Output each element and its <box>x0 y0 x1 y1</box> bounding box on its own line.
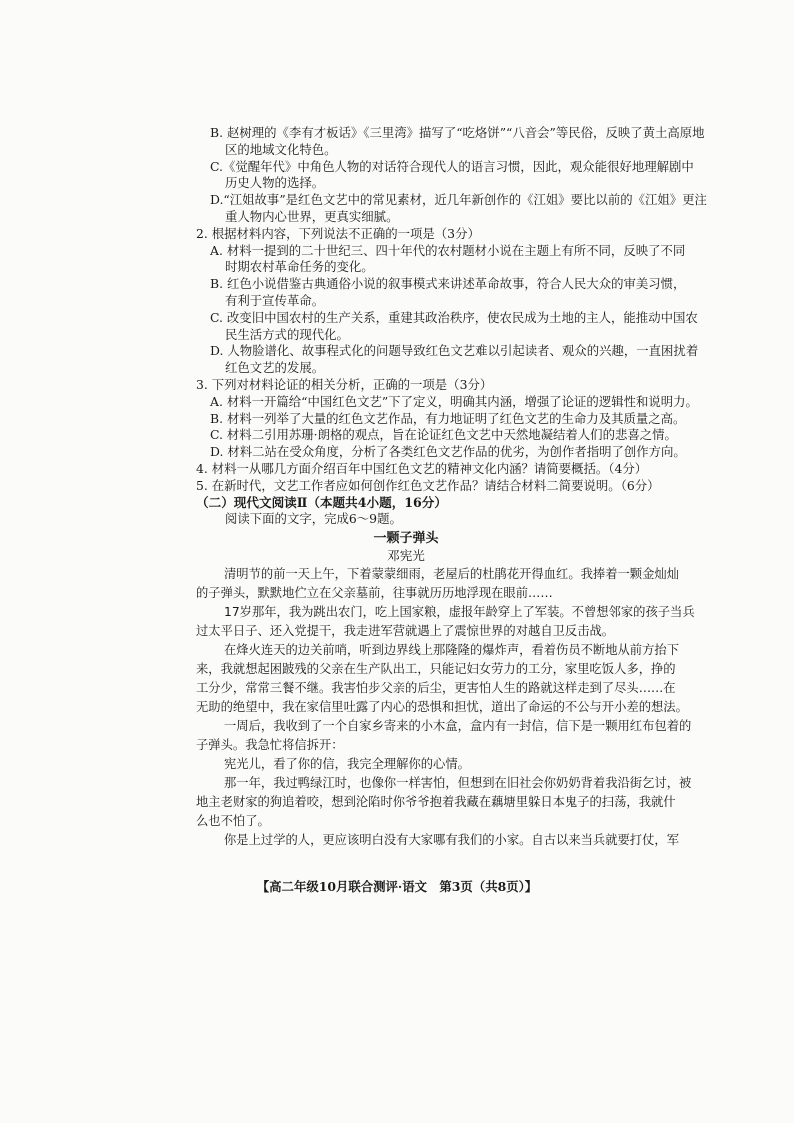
story-line: 无助的绝望中，我在家信里吐露了内心的恐惧和担忧，道出了命运的不公与开小差的想法。 <box>196 699 688 714</box>
story-line: 一周后，我收到了一个自家乡寄来的小木盒，盒内有一封信，信下是一颗用红布包着的 <box>224 718 692 733</box>
story-line: 来，我就想起困跛残的父亲在生产队出工，只能记妇女劳力的工分，家里吃饭人多，挣的 <box>196 661 676 676</box>
q3-option-d: D. 材料二站在受众角度，分析了各类红色文艺作品的优劣，为创作者指明了创作方向。 <box>210 444 686 460</box>
q2-option-a-line2: 时期农村革命任务的变化。 <box>225 259 374 275</box>
question-3-stem: 3. 下列对材料论证的相关分析，正确的一项是（3分） <box>196 376 493 392</box>
reading-instruction: 阅读下面的文字，完成6～9题。 <box>225 511 402 527</box>
q2-option-d-line1: D. 人物脸谱化、故事程式化的问题导致红色文艺难以引起读者、观众的兴趣，一直困扰着 <box>210 343 699 359</box>
q2-option-c-line1: C. 改变旧中国农村的生产关系，重建其政治秩序，使农民成为土地的主人，能推动中国农 <box>210 309 698 325</box>
q1-option-c-line2: 历史人物的选择。 <box>225 175 325 191</box>
q1-option-b-line1: B. 赵树理的《李有才板话》《三里湾》描写了“吃烙饼”“八音会”等民俗，反映了黄土高原地 <box>210 125 705 140</box>
q1-option-d-line1: D.“江姐故事”是红色文艺中的常见素材，近几年新创作的《江姐》要比以前的《江姐》更注 <box>210 192 707 208</box>
q2-option-b-line1: B. 红色小说借鉴古典通俗小说的叙事模式来讲述革命故事，符合人民大众的审美习惯， <box>210 276 686 292</box>
question-2-stem: 2. 根据材料内容，下列说法不正确的一项是（3分） <box>196 225 480 241</box>
q2-option-a-line1: A. 材料一提到的二十世纪三、四十年代的农村题材小说在主题上有所不同，反映了不同 <box>210 242 686 258</box>
story-line: 过太平日子、还入党提干，我走进军营就遇上了震惊世界的对越自卫反击战。 <box>196 623 615 638</box>
page-footer: 【高二年级10月联合测评·语文 第3页（共8页）】 <box>256 879 538 894</box>
story-line: 工分少，常常三餐不继。我害怕步父亲的后尘，更害怕人生的路就这样走到了尽头……在 <box>196 680 676 695</box>
q1-option-c-line1: C.《觉醒年代》中角色人物的对话符合现代人的语言习惯，因此，观众能很好地理解剧中 <box>210 158 694 174</box>
question-5: 5. 在新时代，文艺工作者应如何创作红色文艺作品？请结合材料二简要说明。（6分） <box>196 477 660 493</box>
story-line: 17岁那年，我为跳出农门，吃上国家粮，虚报年龄穿上了军装。不曾想邻家的孩子当兵 <box>224 604 695 619</box>
story-line: 宪光儿，看了你的信，我完全理解你的心情。 <box>224 756 470 771</box>
story-line: 在烽火连天的边关前哨，听到边界线上那隆隆的爆炸声，看着伤员不断地从前方抬下 <box>224 642 679 657</box>
q2-option-b-line2: 有利于宣传革命。 <box>225 292 325 308</box>
q3-option-a: A. 材料一开篇给“中国红色文艺”下了定义，明确其内涵，增强了论证的逻辑性和说明力。 <box>210 393 698 409</box>
question-4: 4. 材料一从哪几方面介绍百年中国红色文艺的精神文化内涵？请简要概括。（4分） <box>196 460 648 476</box>
q1-option-b-line2: 区的地域文化特色。 <box>225 141 337 157</box>
story-author: 邓宪光 <box>387 547 425 563</box>
story-line: 清明节的前一天上午，下着蒙蒙细雨，老屋后的杜鹃花开得血红。我捧着一颗金灿灿 <box>224 566 679 581</box>
q1-option-d-line2: 重人物内心世界，更真实细腻。 <box>225 208 399 224</box>
story-title: 一颗子弹头 <box>373 531 439 547</box>
section-heading: （二）现代文阅读Ⅱ（本题共4小题，16分） <box>196 494 447 510</box>
story-line: 的子弹头，默默地伫立在父亲墓前，往事就历历地浮现在眼前…… <box>196 585 553 600</box>
story-line: 地主老财家的狗追着咬，想到沦陷时你爷爷抱着我藏在藕塘里躲日本鬼子的扫荡，我就什 <box>196 794 676 809</box>
q2-option-d-line2: 红色文艺的发展。 <box>225 360 325 376</box>
q2-option-c-line2: 民生活方式的现代化。 <box>225 326 349 342</box>
story-line: 么也不怕了。 <box>196 813 270 828</box>
q3-option-b: B. 材料一列举了大量的红色文艺作品，有力地证明了红色文艺的生命力及其质量之高。 <box>210 410 686 426</box>
story-line: 子弹头。我急忙将信拆开： <box>196 737 344 752</box>
story-line: 你是上过学的人，更应该明白没有大家哪有我们的小家。自古以来当兵就要打仗，军 <box>224 832 679 847</box>
story-line: 那一年，我过鸭绿江时，也像你一样害怕，但想到在旧社会你奶奶背着我沿街乞讨，被 <box>224 775 692 790</box>
q3-option-c: C. 材料二引用苏珊·朗格的观点，旨在论证红色文艺中天然地凝结着人们的悲喜之情。 <box>210 427 677 443</box>
page-content <box>196 125 707 850</box>
story-body <box>196 565 695 850</box>
